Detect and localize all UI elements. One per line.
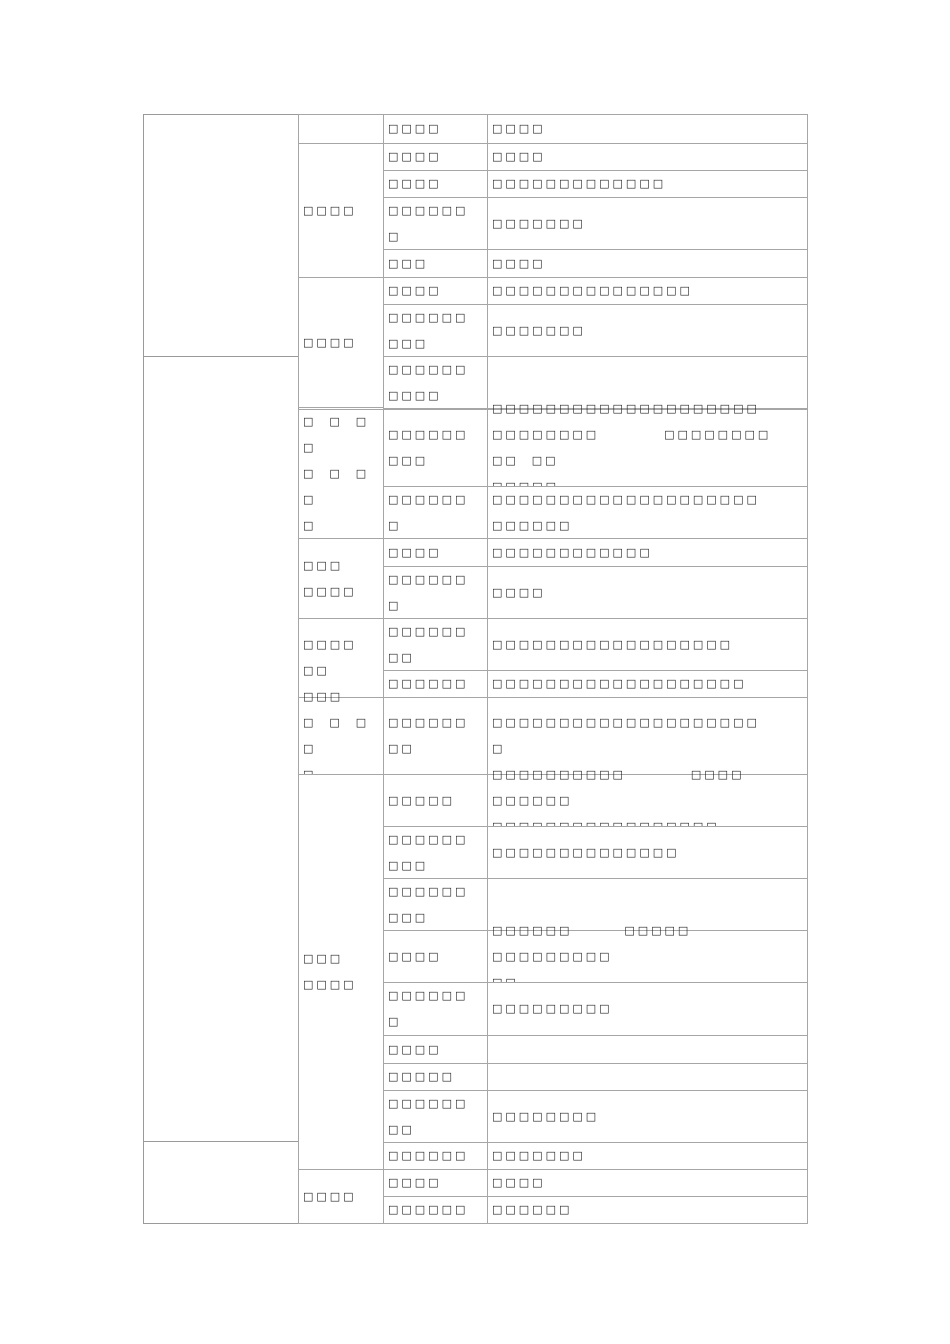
row-value: □□□□□□□□ (487, 1090, 808, 1143)
row-value: □□□□□□□ (487, 304, 808, 357)
row-label: □□□□□ (383, 774, 488, 827)
row-label: □□□□ (383, 277, 488, 305)
row-value: □□□□□□□ (487, 1142, 808, 1170)
row-value: □□□□ (487, 566, 808, 619)
row-label: □□□□ (383, 1169, 488, 1197)
row-value: □□□□□□□□□□ □□□□ □□□□□□ (487, 774, 808, 827)
group-cell: □ □ □ □ □ □ □ □ □ (298, 409, 384, 539)
row-label: □□□□□□ □□ (383, 697, 488, 775)
row-label: □□□□ (383, 538, 488, 567)
row-label: □□□□□□ □□□□ (383, 356, 488, 409)
row-value: □□□□ (487, 1169, 808, 1197)
row-value: □□□□□□□□□□□□□□□□□□□□ □□□□□□ (487, 486, 808, 539)
row-label: □□□□□□ □ (383, 566, 488, 619)
row-value: □□□□□□□□□□□□ (487, 538, 808, 567)
left-column-box-3 (143, 1141, 299, 1224)
row-label: □□□□□□ □□□ (383, 878, 488, 931)
row-value (487, 1035, 808, 1064)
left-column-box-1 (143, 114, 299, 357)
row-label: □□□□□□ □ (383, 982, 488, 1036)
row-value: □□□□□□ (487, 1196, 808, 1224)
row-label: □□□□□□ (383, 1196, 488, 1224)
group-cell: □□□□ (298, 143, 384, 278)
row-label: □□□□□□ □□ (383, 618, 488, 671)
row-label: □□□□ (383, 114, 488, 144)
row-label: □□□□□□ (383, 670, 488, 698)
group-cell: □□□ □□□□ (298, 774, 384, 1170)
row-label: □□□ (383, 249, 488, 278)
group-cell: □□□□ □□ (298, 618, 384, 698)
row-label: □□□□ (383, 143, 488, 171)
left-column-box-2 (143, 356, 299, 1142)
group-cell: □□□ □□□□ (298, 538, 384, 619)
row-label: □□□□□□ (383, 1142, 488, 1170)
row-label: □□□□ (383, 930, 488, 983)
row-label: □□□□□□ □ (383, 486, 488, 539)
group-cell (298, 114, 384, 144)
row-value: □□□□□□□□□□□□□□□□□□ (487, 618, 808, 671)
row-value: □□□□□□□□□□□□□□□□□□□ (487, 670, 808, 698)
group-cell: □□□ □ □ □ □ (298, 697, 384, 775)
row-value: □□□□ (487, 143, 808, 171)
row-value: □□□□□□□□□□□□□ (487, 170, 808, 198)
row-value: □□□□□□□ (487, 197, 808, 250)
row-value: □□□□ (487, 114, 808, 144)
row-label: □□□□ (383, 1035, 488, 1064)
row-label: □□□□□ (383, 1063, 488, 1091)
group-cell: □□□□ (298, 1169, 384, 1224)
row-label: □□□□□□ □□ (383, 1090, 488, 1143)
row-label: □□□□□□ □□□ (383, 409, 488, 487)
row-value: □□□□□□□□□□□□□□ (487, 826, 808, 879)
row-value: □□□□□□□□□□□□□□□ (487, 277, 808, 305)
row-value: □□□□□□□□□ (487, 982, 808, 1036)
row-value: □□□□□□□□□□□□□□□□□□□□ □□□□□□□□ □□□□□□□□ □□ □□ (487, 409, 808, 487)
row-label: □□□□□□ □□□ (383, 826, 488, 879)
group-cell: □□□□ (298, 277, 384, 408)
row-value (487, 1063, 808, 1091)
row-value: □□□□ (487, 249, 808, 278)
row-value: □□□□□□ □□□□□ □□□□□□□□□ (487, 930, 808, 983)
row-value: □□□□□□□□□□□□□□□□□□□□ □ (487, 697, 808, 775)
row-label: □□□□□□ □ (383, 197, 488, 250)
row-label: □□□□□□ □□□ (383, 304, 488, 357)
row-label: □□□□ (383, 170, 488, 198)
